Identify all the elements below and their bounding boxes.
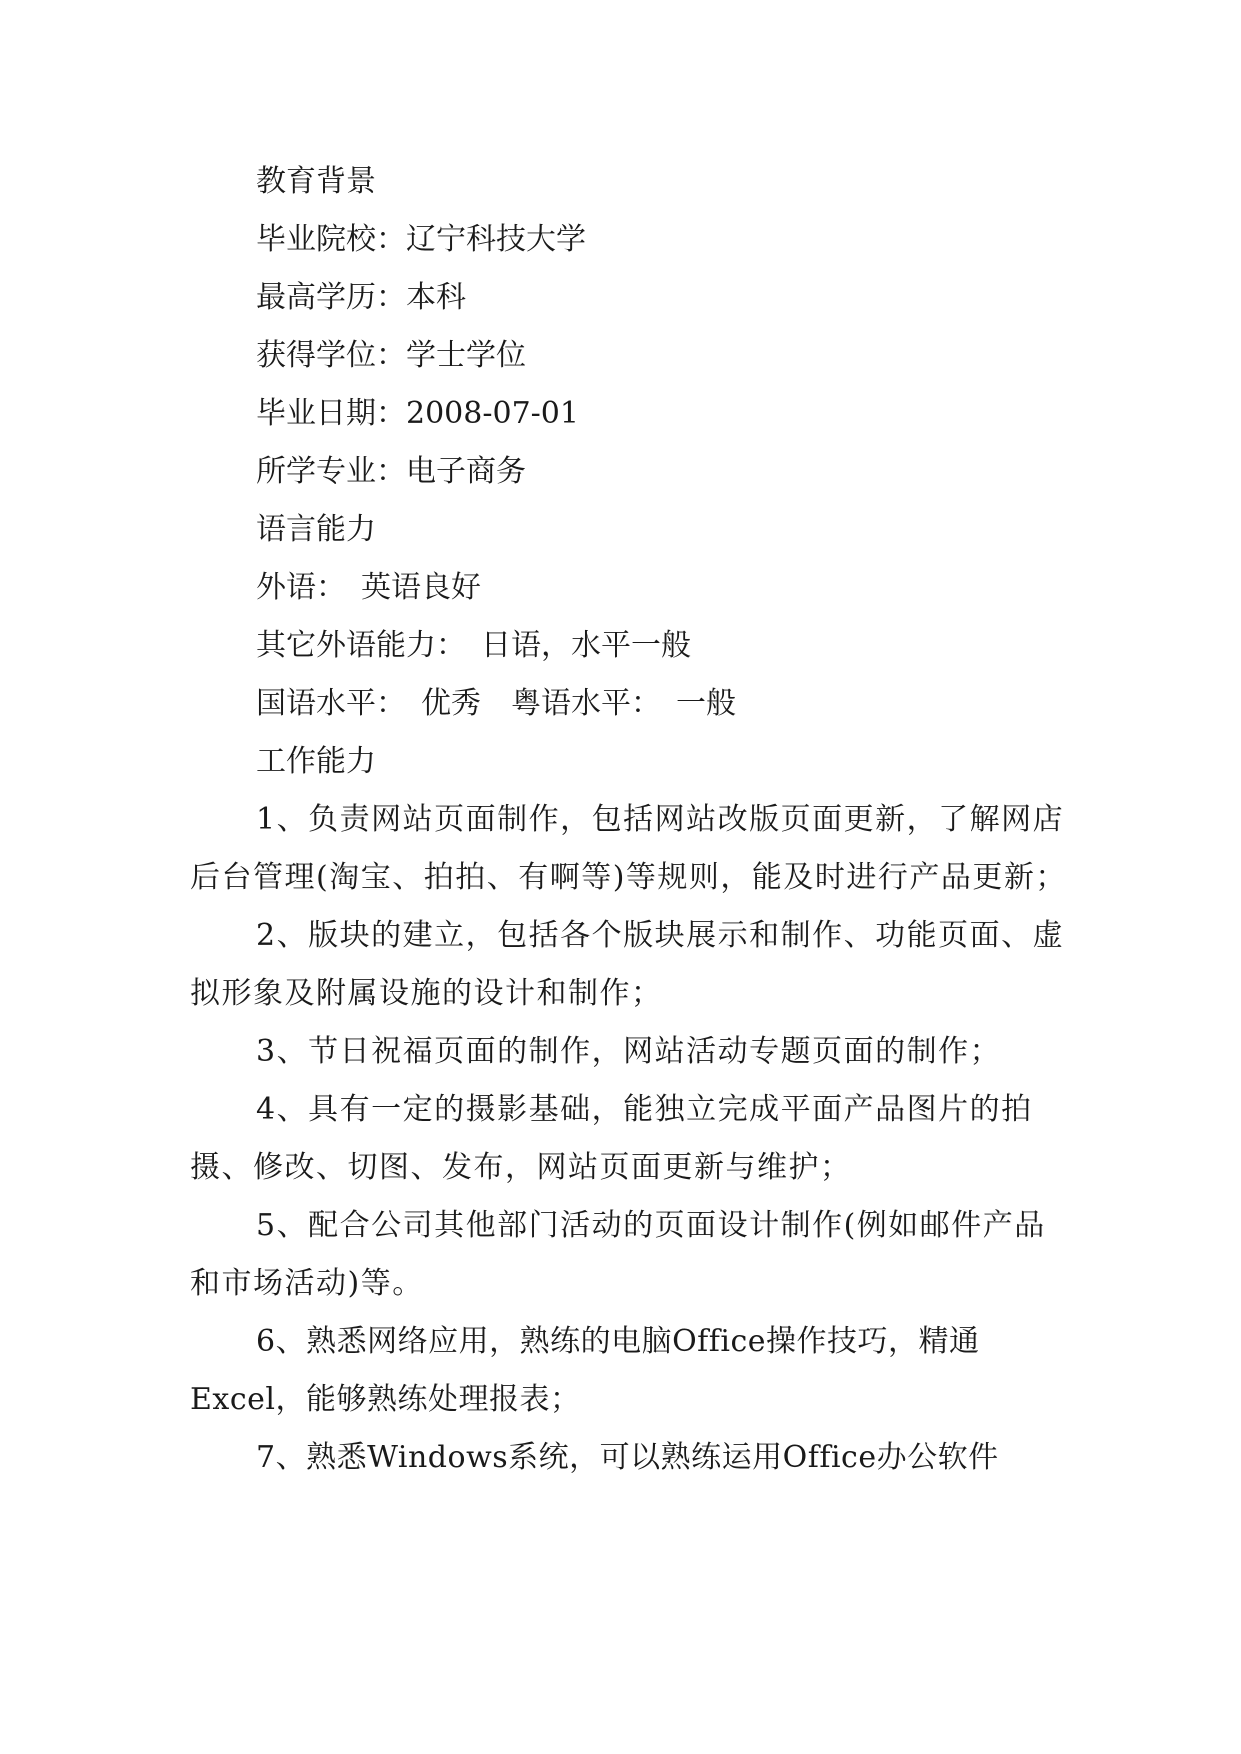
section-heading-education: 教育背景 [256,164,376,199]
work-item-3: 3、节日祝福页面的制作，网站活动专题页面的制作； [256,1034,1002,1069]
education-degree: 获得学位：学士学位 [256,338,526,373]
language-mandarin-cantonese: 国语水平： 优秀 粤语水平： 一般 [256,686,736,721]
work-item-2: 2、版块的建立，包括各个版块展示和制作、功能页面、虚拟形象及附属设施的设计和制作； [190,918,1065,1011]
work-item-1: 1、负责网站页面制作，包括网站改版页面更新，了解网店后台管理(淘宝、拍拍、有啊等)等规则，能及时进行产品更新； [190,802,1067,895]
education-school: 毕业院校：辽宁科技大学 [256,222,586,257]
education-degree-level: 最高学历：本科 [256,280,466,315]
work-item-6: 6、熟悉网络应用，熟练的电脑Office操作技巧，精通Excel，能够熟练处理报表； [190,1324,980,1417]
document-body [190,153,1070,1487]
education-major: 所学专业：电子商务 [256,454,526,489]
language-foreign: 外语： 英语良好 [256,570,481,605]
section-heading-work: 工作能力 [256,744,376,779]
section-heading-language: 语言能力 [256,512,376,547]
work-item-4: 4、具有一定的摄影基础，能独立完成平面产品图片的拍摄、修改、切图、发布，网站页面更新与维护； [190,1092,1033,1185]
education-graduation-date: 毕业日期：2008-07-01 [256,396,579,431]
work-item-7: 7、熟悉Windows系统，可以熟练运用Office办公软件 [256,1440,999,1475]
work-item-5: 5、配合公司其他部门活动的页面设计制作(例如邮件产品和市场活动)等。 [190,1208,1046,1301]
language-other: 其它外语能力： 日语，水平一般 [256,628,691,663]
